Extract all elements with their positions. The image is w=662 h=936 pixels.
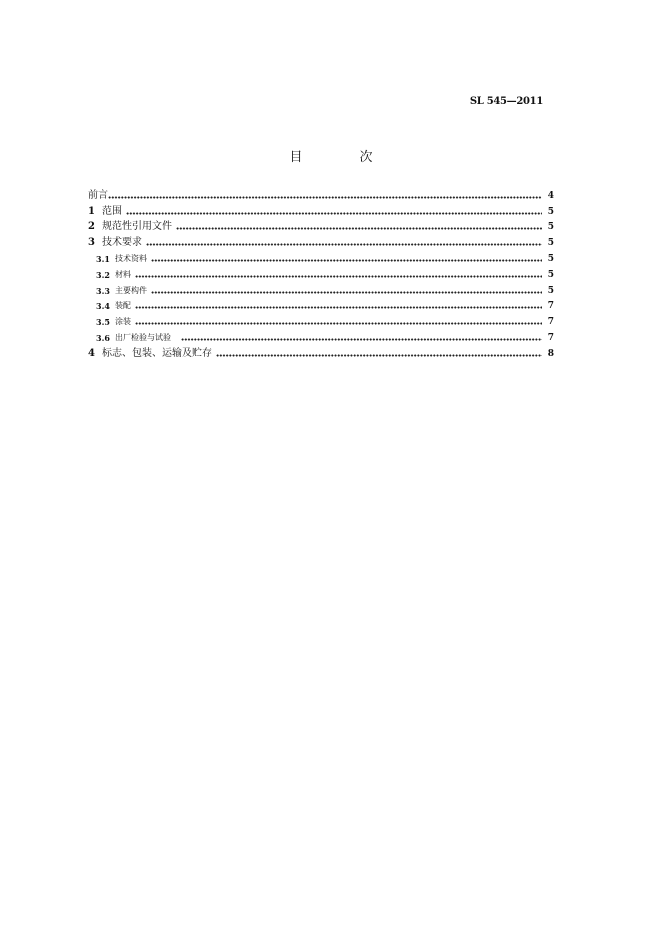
toc-entry-3-3[interactable] (88, 281, 554, 297)
dot-leader (108, 196, 542, 199)
toc-entry-3-6[interactable] (88, 328, 554, 344)
toc-entry-page: 5 (547, 238, 554, 249)
toc-entry-label: 材料 (115, 269, 131, 279)
toc-entry-number: 1 (88, 205, 95, 217)
dot-leader (135, 322, 542, 325)
toc-entry-3-5[interactable] (88, 312, 554, 328)
toc-entry-number: 2 (88, 221, 95, 233)
toc-entry-page: 5 (547, 222, 554, 233)
dot-leader (126, 212, 542, 215)
toc-entry-label: 技术要求 (102, 237, 142, 249)
dot-leader (151, 259, 542, 262)
toc-entry-number: 3.1 (96, 253, 110, 264)
toc-entry-label: 范围 (102, 205, 122, 217)
toc-entry-3[interactable] (88, 233, 554, 249)
toc-entry-3-1[interactable] (88, 249, 554, 265)
dot-leader (135, 275, 542, 278)
toc-title: 目 次 (289, 150, 395, 165)
table-of-contents (88, 186, 554, 360)
toc-entry-page: 5 (547, 206, 554, 217)
toc-entry-foreword[interactable] (88, 186, 554, 202)
toc-entry-page: 5 (547, 269, 554, 280)
toc-entry-label: 装配 (115, 301, 131, 311)
toc-entry-page: 7 (547, 317, 554, 328)
toc-entry-label: 涂装 (115, 317, 131, 327)
toc-entry-number: 3.6 (96, 332, 110, 343)
toc-entry-3-2[interactable] (88, 265, 554, 281)
toc-entry-page: 7 (547, 332, 554, 343)
toc-entry-1[interactable] (88, 202, 554, 218)
dot-leader (181, 338, 542, 341)
toc-entry-label: 出厂检验与试验 (115, 332, 171, 342)
toc-entry-number: 4 (88, 347, 95, 359)
standard-code: SL 545—2011 (469, 96, 543, 107)
toc-entry-page: 4 (547, 190, 554, 201)
toc-entry-label: 主要构件 (115, 285, 147, 295)
toc-entry-number: 3.3 (96, 285, 110, 296)
toc-entry-page: 8 (547, 348, 554, 359)
toc-entry-page: 5 (547, 253, 554, 264)
toc-entry-label: 标志、包装、运输及贮存 (102, 347, 212, 359)
toc-entry-2[interactable] (88, 218, 554, 234)
dot-leader (135, 306, 542, 309)
toc-entry-label: 前言 (88, 189, 108, 201)
toc-entry-label: 技术资料 (115, 253, 147, 263)
toc-entry-number: 3.2 (96, 269, 110, 280)
dot-leader (151, 291, 542, 294)
toc-entry-page: 5 (547, 285, 554, 296)
toc-entry-number: 3.4 (96, 301, 110, 312)
dot-leader (146, 243, 542, 246)
toc-entry-label: 规范性引用文件 (102, 221, 172, 233)
toc-entry-page: 7 (547, 301, 554, 312)
toc-entry-3-4[interactable] (88, 297, 554, 313)
toc-entry-4[interactable] (88, 344, 554, 360)
toc-entry-number: 3 (88, 237, 95, 249)
dot-leader (216, 354, 542, 357)
toc-entry-number: 3.5 (96, 317, 110, 328)
dot-leader (176, 227, 542, 230)
